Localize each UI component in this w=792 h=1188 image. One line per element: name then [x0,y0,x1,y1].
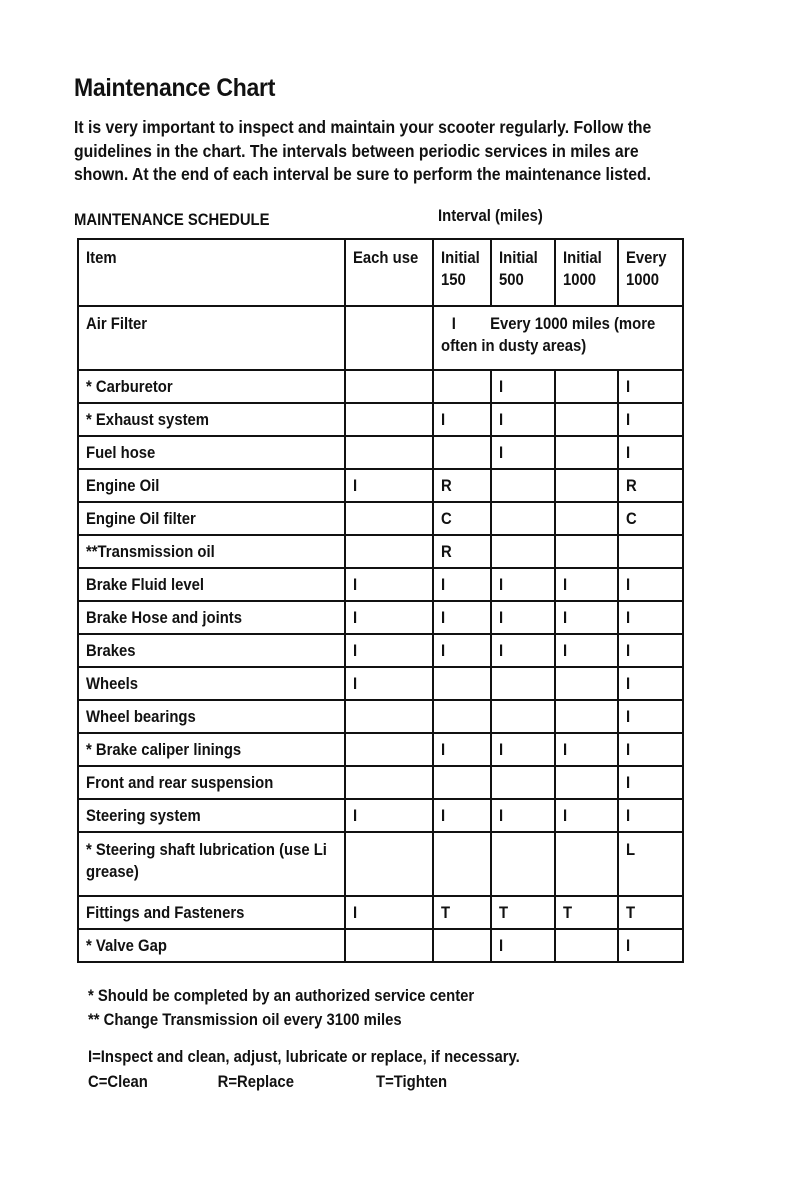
interval-label: Interval (miles) [438,207,543,225]
cell-every-1000: I [618,733,683,766]
table-row [78,929,683,962]
cell-initial-500: I [491,634,555,667]
cell-initial-150 [433,832,491,896]
table-row [78,502,683,535]
cell-every-1000: I [618,403,683,436]
cell-item: Engine Oil [78,469,345,502]
cell-item: Fuel hose [78,436,345,469]
cell-initial-500: T [491,896,555,929]
cell-initial-1000: I [555,799,618,832]
cell-initial-150: C [433,502,491,535]
cell-item: * Valve Gap [78,929,345,962]
cell-initial-500 [491,535,555,568]
table-row [78,370,683,403]
cell-every-1000: L [618,832,683,896]
cell-initial-1000: T [555,896,618,929]
table-row [78,799,683,832]
intro-line: guidelines in the chart. The intervals between periodic services in miles are [74,140,639,161]
table-row [78,667,683,700]
table-row [78,568,683,601]
cell-every-1000: C [618,502,683,535]
table-row [78,601,683,634]
header-initial-500: Initial 500 [491,239,555,306]
cell-each-use: I [345,469,433,502]
cell-initial-500: I [491,370,555,403]
cell-initial-1000 [555,700,618,733]
cell-initial-500 [491,832,555,896]
cell-item: * Steering shaft lubrication (use Li grease) [78,832,345,896]
legend-inspect: I=Inspect and clean, adjust, lubricate or replace, if necessary. [88,1048,520,1066]
table-row [78,436,683,469]
header-initial-1000: Initial 1000 [555,239,618,306]
cell-each-use [345,436,433,469]
cell-item: Brake Hose and joints [78,601,345,634]
cell-item: Brake Fluid level [78,568,345,601]
intro-line: shown. At the end of each interval be sure to perform the maintenance listed. [74,164,652,184]
cell-initial-150: I [433,733,491,766]
cell-initial-500: I [491,436,555,469]
cell-initial-150: I [433,601,491,634]
cell-initial-1000 [555,436,618,469]
cell-initial-150 [433,436,491,469]
header-every-1000: Every 1000 [618,239,683,306]
cell-item: * Brake caliper linings [78,733,345,766]
cell-initial-500 [491,667,555,700]
table-row [78,766,683,799]
cell-initial-1000 [555,832,618,896]
cell-each-use [345,700,433,733]
cell-initial-500 [491,469,555,502]
cell-each-use: I [345,799,433,832]
legend [88,1045,520,1095]
cell-each-use [345,832,433,896]
cell-initial-500 [491,502,555,535]
cell-every-1000 [618,535,683,568]
cell-initial-1000 [555,370,618,403]
cell-each-use [345,403,433,436]
cell-item: Brakes [78,634,345,667]
cell-each-use [345,502,433,535]
cell-initial-1000: I [555,634,618,667]
cell-initial-150: R [433,469,491,502]
table-row [78,832,683,896]
cell-initial-1000 [555,403,618,436]
page-title: Maintenance Chart [74,74,276,102]
cell-initial-500: I [491,568,555,601]
cell-every-1000: I [618,568,683,601]
cell-initial-150: I [433,568,491,601]
cell-initial-150 [433,667,491,700]
cell-item: **Transmission oil [78,535,345,568]
cell-initial-500: I [491,929,555,962]
footnote-transmission: ** Change Transmission oil every 3100 miles [88,1011,402,1029]
cell-initial-500: I [491,733,555,766]
intro-paragraph [74,116,704,187]
cell-initial-1000 [555,502,618,535]
cell-initial-500 [491,766,555,799]
table-row [78,634,683,667]
cell-each-use: I [345,601,433,634]
cell-item: Wheels [78,667,345,700]
intro-line: It is very important to inspect and maintain your scooter regularly. Follow the [74,117,652,137]
footnote-authorized: * Should be completed by an authorized service center [88,987,475,1005]
cell-every-1000: I [618,601,683,634]
cell-initial-150: I [433,799,491,832]
cell-item: Air Filter [78,306,345,370]
cell-initial-1000: I [555,568,618,601]
cell-every-1000: I [618,436,683,469]
legend-replace: R=Replace [217,1073,294,1091]
cell-initial-1000 [555,667,618,700]
cell-every-1000: I [618,667,683,700]
table-row [78,469,683,502]
table-row-air-filter [78,306,683,370]
schedule-label: MAINTENANCE SCHEDULE [74,211,270,229]
cell-initial-150: I [433,403,491,436]
cell-initial-1000 [555,766,618,799]
cell-initial-1000: I [555,601,618,634]
header-item: Item [78,239,345,306]
table-row [78,700,683,733]
cell-each-use: I [345,568,433,601]
cell-initial-150: R [433,535,491,568]
cell-initial-1000 [555,929,618,962]
cell-initial-150 [433,700,491,733]
maintenance-table [77,238,684,963]
cell-each-use [345,929,433,962]
cell-every-1000: I [618,634,683,667]
cell-initial-500: I [491,799,555,832]
air-filter-note: I Every 1000 miles (more often in dusty areas) [433,306,683,370]
cell-each-use: I [345,667,433,700]
cell-initial-1000 [555,535,618,568]
cell-every-1000: I [618,370,683,403]
header-initial-150: Initial 150 [433,239,491,306]
table-row [78,733,683,766]
cell-item: * Carburetor [78,370,345,403]
cell-each-use: I [345,896,433,929]
legend-clean: C=Clean [88,1073,148,1091]
cell-item: Fittings and Fasteners [78,896,345,929]
cell-initial-150: T [433,896,491,929]
cell-initial-150: I [433,634,491,667]
table-row [78,535,683,568]
cell-each-use: I [345,634,433,667]
table-row [78,896,683,929]
cell-item: Front and rear suspension [78,766,345,799]
table-header-row [78,239,683,306]
cell-each-use [345,766,433,799]
header-each-use: Each use [345,239,433,306]
cell-each-use [345,535,433,568]
cell-every-1000: I [618,799,683,832]
cell-item: Wheel bearings [78,700,345,733]
cell-initial-150 [433,370,491,403]
legend-tighten: T=Tighten [376,1073,448,1091]
cell-each-use [345,370,433,403]
cell-initial-1000 [555,469,618,502]
cell-item: Steering system [78,799,345,832]
cell-every-1000: T [618,896,683,929]
cell-item: * Exhaust system [78,403,345,436]
cell-initial-500: I [491,403,555,436]
cell-initial-500 [491,700,555,733]
cell-every-1000: R [618,469,683,502]
cell-every-1000: I [618,766,683,799]
cell-every-1000: I [618,929,683,962]
cell-item: Engine Oil filter [78,502,345,535]
cell-initial-500: I [491,601,555,634]
cell-initial-150 [433,929,491,962]
cell-initial-1000: I [555,733,618,766]
cell-every-1000: I [618,700,683,733]
table-row [78,403,683,436]
footnotes [88,984,474,1032]
cell-initial-150 [433,766,491,799]
cell-each-use [345,306,433,370]
cell-each-use [345,733,433,766]
